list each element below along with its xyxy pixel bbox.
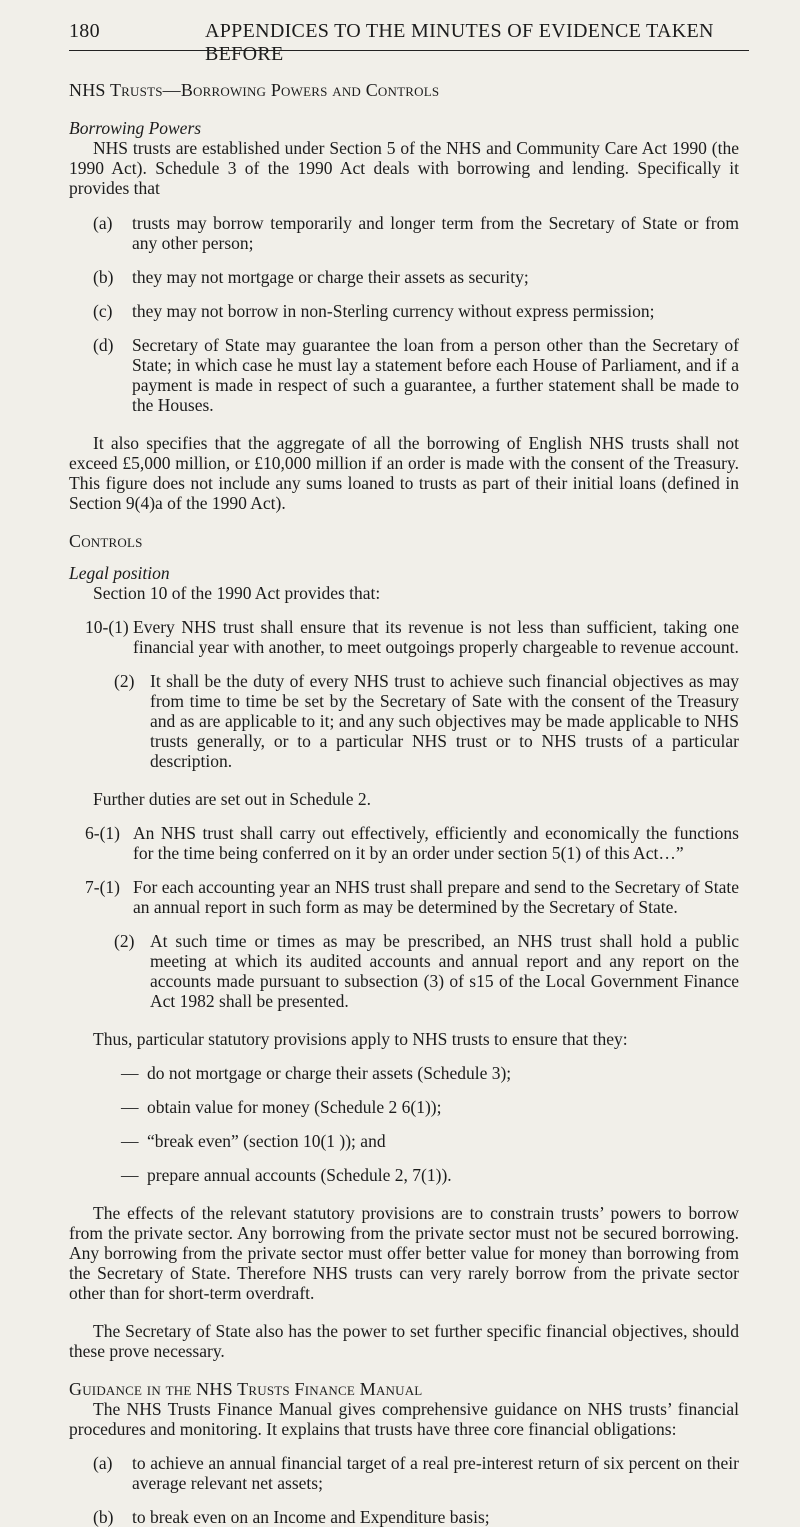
item-text: For each accounting year an NHS trust shall prepare and send to the Secretary of State an annual report in such form as may be determined by the Secretary of State. xyxy=(133,877,739,917)
item-text: An NHS trust shall carry out effectively, efficiently and economically the functions for the time being conferred on it by an order under section 5(1) of this Act…” xyxy=(133,823,739,863)
item-label: (c) xyxy=(93,301,113,321)
running-title: APPENDICES TO THE MINUTES OF EVIDENCE TAKEN BEFORE xyxy=(205,20,714,65)
item-text: to achieve an annual financial target of a real pre-interest return of six percent on their average relevant net assets; xyxy=(132,1453,739,1493)
borrowing-item-d xyxy=(69,335,739,415)
header-rule xyxy=(69,50,749,51)
borrowing-heading: Borrowing Powers xyxy=(69,118,202,138)
schedule2-item-7-1 xyxy=(69,877,739,917)
document-body xyxy=(69,80,739,1527)
item-text: Every NHS trust shall ensure that its revenue is not less than sufficient, taking one financial year with another, to meet outgoings properly chargeable to revenue account. xyxy=(133,617,739,657)
borrowing-intro: NHS trusts are established under Section 5 of the NHS and Community Care Act 1990 (the 1990 Act). Schedule 3 of the 1990 Act deals with borrowing and lending. Specifically it provides that xyxy=(69,138,739,198)
item-label: (a) xyxy=(93,213,113,233)
item-text: It shall be the duty of every NHS trust to achieve such financial objectives as may from time to time be set by the Secretary of Sate with the consent of the Treasury and as are applicable to it; and any such objectives may be made applicable to NHS trusts generally, or to a particular NHS trust or to NHS trusts of a particular description. xyxy=(150,671,739,771)
item-label: (2) xyxy=(114,931,135,951)
schedule2-item-7-2 xyxy=(69,931,739,1011)
item-text: do not mortgage or charge their assets (Schedule 3); xyxy=(147,1063,512,1083)
item-text: “break even” (section 10(1 )); and xyxy=(147,1131,386,1151)
thus-item-2 xyxy=(69,1097,739,1117)
section10-intro: Section 10 of the 1990 Act provides that: xyxy=(93,583,381,603)
section-title: NHS Trusts—Borrowing Powers and Controls xyxy=(69,80,440,100)
legal-position-heading: Legal position xyxy=(69,563,170,583)
dash-marker: — xyxy=(121,1063,139,1083)
dash-marker: — xyxy=(121,1097,139,1117)
dash-marker: — xyxy=(121,1165,139,1185)
thus-item-4 xyxy=(69,1165,739,1185)
guidance-item-b xyxy=(69,1507,739,1527)
schedule2-item-6-1 xyxy=(69,823,739,863)
controls-heading: Controls xyxy=(69,531,143,551)
item-text: they may not borrow in non-Sterling currency without express permission; xyxy=(132,301,655,321)
guidance-heading: Guidance in the NHS Trusts Finance Manual xyxy=(69,1379,423,1399)
dash-marker: — xyxy=(121,1131,139,1151)
item-label: 10-(1) xyxy=(85,617,129,637)
item-label: (b) xyxy=(93,267,114,287)
item-text: Secretary of State may guarantee the loan from a person other than the Secretary of State; in which case he must lay a statement before each House of Parliament, and if a payment is made in respect of such a guarantee, a further statement shall be made to the Houses. xyxy=(132,335,739,415)
aggregate-paragraph: It also specifies that the aggregate of all the borrowing of English NHS trusts shall not exceed £5,000 million, or £10,000 million if an order is made with the consent of the Treasury. This figure does not include any sums loaned to trusts as part of their initial loans (defined in Section 9(4)a of the 1990 Act). xyxy=(69,433,739,513)
item-text: trusts may borrow temporarily and longer term from the Secretary of State or from any other person; xyxy=(132,213,739,253)
section10-item-2 xyxy=(69,671,739,771)
item-label: (2) xyxy=(114,671,135,691)
item-text: they may not mortgage or charge their assets as security; xyxy=(132,267,529,287)
item-label: 6-(1) xyxy=(85,823,120,843)
section10-item-1 xyxy=(69,617,739,657)
borrowing-item-b xyxy=(69,267,739,287)
thus-item-3 xyxy=(69,1131,739,1151)
thus-intro: Thus, particular statutory provisions apply to NHS trusts to ensure that they: xyxy=(93,1029,628,1049)
borrowing-item-a xyxy=(69,213,739,253)
item-text: At such time or times as may be prescribed, an NHS trust shall hold a public meeting at which its audited accounts and annual report and any report on the accounts made pursuant to subsection (3) of s15 of the Local Government Finance Act 1982 shall be presented. xyxy=(150,931,739,1011)
guidance-intro: The NHS Trusts Finance Manual gives comprehensive guidance on NHS trusts’ financial procedures and monitoring. It explains that trusts have three core financial obligations: xyxy=(69,1399,739,1439)
guidance-item-a xyxy=(69,1453,739,1493)
item-text: prepare annual accounts (Schedule 2, 7(1)). xyxy=(147,1165,452,1185)
item-label: (d) xyxy=(93,335,114,355)
thus-item-1 xyxy=(69,1063,739,1083)
item-text: to break even on an Income and Expenditure basis; xyxy=(132,1507,490,1527)
borrowing-item-c xyxy=(69,301,739,321)
item-text: obtain value for money (Schedule 2 6(1)); xyxy=(147,1097,442,1117)
secretary-paragraph: The Secretary of State also has the power to set further specific financial objectives, should these prove necessary. xyxy=(69,1321,739,1361)
item-label: (a) xyxy=(93,1453,113,1473)
further-duties: Further duties are set out in Schedule 2. xyxy=(93,789,371,809)
item-label: (b) xyxy=(93,1507,114,1527)
item-label: 7-(1) xyxy=(85,877,120,897)
page-number: 180 xyxy=(69,20,100,42)
effects-paragraph: The effects of the relevant statutory provisions are to constrain trusts’ powers to borrow from the private sector. Any borrowing from the private sector must not be secured borrowing. Any borrowing from the private sector must offer better value for money than borrowing from the Secretary of State. Therefore NHS trusts can very rarely borrow from the private sector other than for short-term overdraft. xyxy=(69,1203,739,1303)
